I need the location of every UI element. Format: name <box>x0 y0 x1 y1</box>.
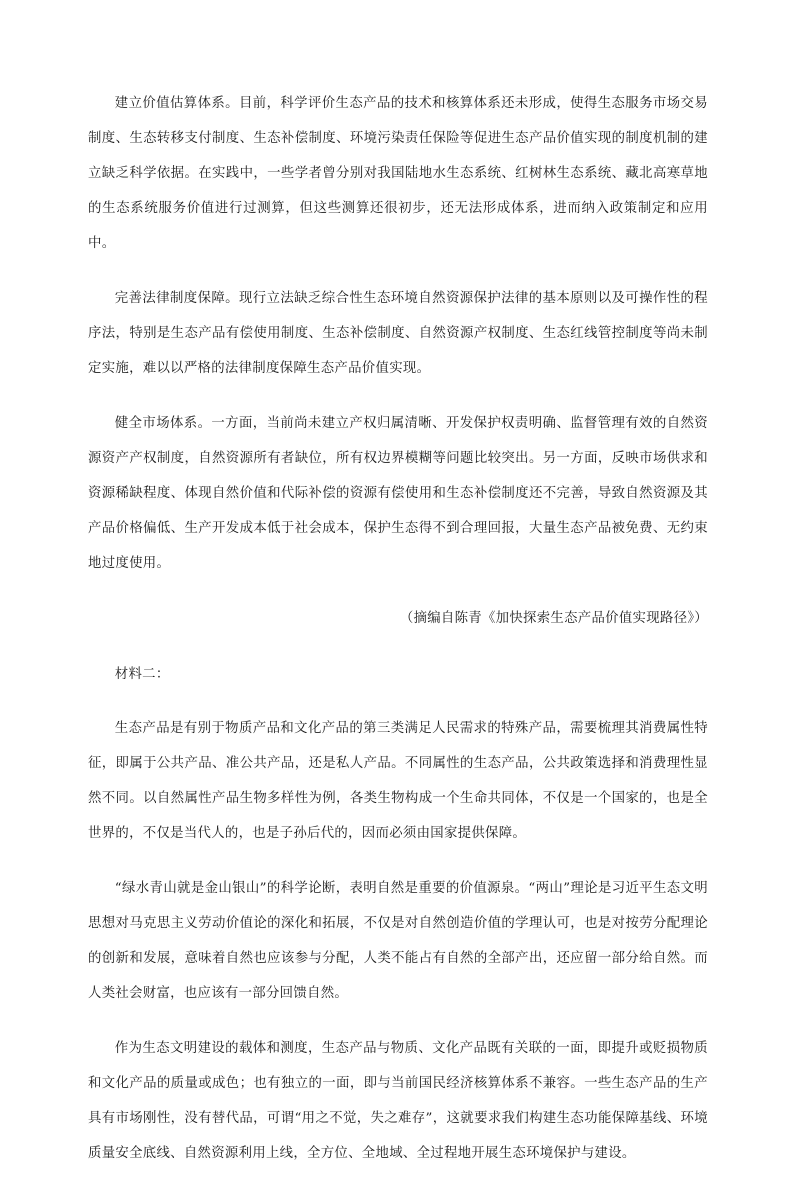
paragraph-product-attributes: 生态产品是有别于物质产品和文化产品的第三类满足人民需求的特殊产品，需要梳理其消费属性特征，即属于公共产品、准公共产品，还是私人产品。不同属性的生态产品，公共政策选择和消费理性显然不同。以自然属性产品生物多样性为例，各类生物构成一个生命共同体，不仅是一个国家的，也是全世界的，不仅是当代人的，也是子孙后代的，因而必须由国家提供保障。 <box>88 721 708 841</box>
material-two <box>88 657 708 1171</box>
document-page <box>88 86 708 1191</box>
paragraph-market-system: 健全市场体系。一方面，当前尚未建立产权归属清晰、开发保护权责明确、监督管理有效的自然资源资产产权制度，自然资源所有者缺位，所有权边界模糊等问题比较突出。另一方面，反映市场供求和资源稀缺程度、体现自然价值和代际补偿的资源有偿使用和生态补偿制度还不完善，导致自然资源及其产品价格偏低、生产开发成本低于社会成本，保护生态得不到合理回报，大量生态产品被免费、无约束地过度使用。 <box>88 416 708 571</box>
paragraph-ecological-civilization: 作为生态文明建设的载体和测度，生态产品与物质、文化产品既有关联的一面，即提升或贬损物质和文化产品的质量或成色；也有独立的一面，即与当前国民经济核算体系不兼容。一些生态产品的生产具有市场刚性，没有替代品，可谓“用之不觉，失之难存”，这就要求我们构建生态功能保障基线、环境质量安全底线、自然资源利用上线，全方位、全地域、全过程地开展生态环境保护与建设。 <box>88 1041 708 1161</box>
source-citation: （摘编自陈青《加快探索生态产品价值实现路径》） <box>399 611 708 626</box>
paragraph-two-mountains: “绿水青山就是金山银山”的科学论断，表明自然是重要的价值源泉。“两山”理论是习近平生态文明思想对马克思主义劳动价值论的深化和拓展，不仅是对自然创造价值的学理认可，也是对按劳分配理论的创新和发展，意味着自然也应该参与分配，人类不能占有自然的全部产出，还应留一部分给自然。而人类社会财富，也应该有一部分回馈自然。 <box>88 881 708 1001</box>
material-one <box>88 86 708 636</box>
section-label-material-two: 材料二： <box>114 667 170 682</box>
paragraph-value-estimation: 建立价值估算体系。目前，科学评价生态产品的技术和核算体系还未形成，使得生态服务市场交易制度、生态转移支付制度、生态补偿制度、环境污染责任保险等促进生态产品价值实现的制度机制的建立缺乏科学依据。在实践中，一些学者曾分别对我国陆地水生态系统、红树林生态系统、藏北高寒草地的生态系统服务价值进行过测算，但这些测算还很初步，还无法形成体系，进而纳入政策制定和应用中。 <box>88 96 708 251</box>
paragraph-legal-system: 完善法律制度保障。现行立法缺乏综合性生态环境自然资源保护法律的基本原则以及可操作性的程序法，特别是生态产品有偿使用制度、生态补偿制度、自然资源产权制度、生态红线管控制度等尚未制定实施，难以以严格的法律制度保障生态产品价值实现。 <box>88 291 708 376</box>
